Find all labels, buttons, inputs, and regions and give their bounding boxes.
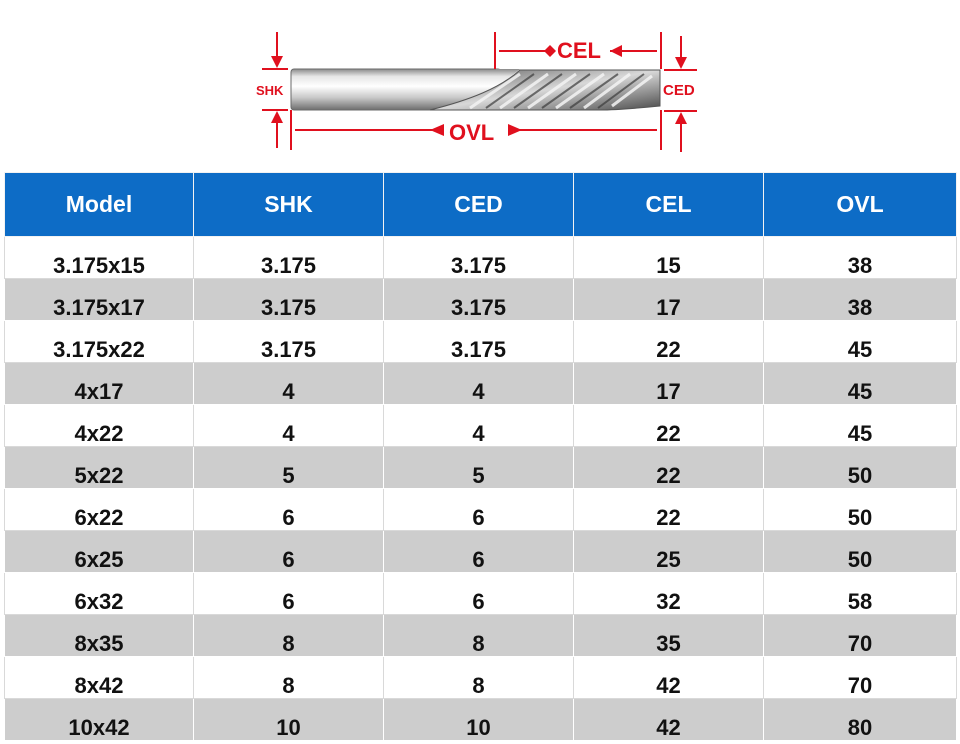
shk-dimension-label: SHK: [256, 83, 284, 98]
cell-model: 5x22: [5, 447, 194, 489]
cell-cel: 22: [574, 321, 764, 363]
cell-ced: 8: [384, 657, 574, 699]
cell-ced: 4: [384, 363, 574, 405]
cell-model: 4x22: [5, 405, 194, 447]
cell-shk: 8: [194, 615, 384, 657]
ovl-left-arrow: [430, 124, 444, 136]
cell-cel: 35: [574, 615, 764, 657]
shk-top-arrow: [271, 56, 283, 68]
table-row: [5, 237, 957, 279]
cell-model: 4x17: [5, 363, 194, 405]
table-row: [5, 573, 957, 615]
cell-cel: 22: [574, 405, 764, 447]
cell-model: 6x25: [5, 531, 194, 573]
cell-model: 10x42: [5, 699, 194, 741]
table-row: [5, 615, 957, 657]
table-row: [5, 699, 957, 741]
table-row: [5, 531, 957, 573]
cell-ovl: 50: [764, 531, 957, 573]
header-model: Model: [5, 173, 194, 237]
spec-table: [4, 172, 957, 741]
cell-ovl: 38: [764, 237, 957, 279]
table-row: [5, 363, 957, 405]
cell-shk: 6: [194, 573, 384, 615]
cell-model: 3.175x15: [5, 237, 194, 279]
cell-model: 8x42: [5, 657, 194, 699]
ced-bottom-arrow: [675, 112, 687, 124]
cell-ced: 3.175: [384, 279, 574, 321]
cell-cel: 32: [574, 573, 764, 615]
cell-cel: 17: [574, 279, 764, 321]
cell-ced: 6: [384, 573, 574, 615]
ced-top-arrow: [675, 57, 687, 69]
cell-model: 6x32: [5, 573, 194, 615]
cell-ced: 6: [384, 531, 574, 573]
cell-ovl: 70: [764, 657, 957, 699]
cell-model: 6x22: [5, 489, 194, 531]
header-ovl: OVL: [764, 173, 957, 237]
table-row: [5, 279, 957, 321]
end-mill-dimension-diagram: [0, 0, 960, 172]
cell-model: 3.175x17: [5, 279, 194, 321]
cell-model: 8x35: [5, 615, 194, 657]
ovl-right-arrow: [508, 124, 522, 136]
cell-ovl: 38: [764, 279, 957, 321]
table-row: [5, 489, 957, 531]
cell-ovl: 80: [764, 699, 957, 741]
table-header-row: [5, 173, 957, 237]
cell-ced: 5: [384, 447, 574, 489]
cell-cel: 25: [574, 531, 764, 573]
cell-shk: 4: [194, 405, 384, 447]
cell-cel: 15: [574, 237, 764, 279]
header-ced: CED: [384, 173, 574, 237]
cell-shk: 5: [194, 447, 384, 489]
cell-ovl: 45: [764, 363, 957, 405]
cell-cel: 22: [574, 489, 764, 531]
cell-ced: 3.175: [384, 321, 574, 363]
cell-ced: 10: [384, 699, 574, 741]
cell-ovl: 50: [764, 489, 957, 531]
cell-ced: 3.175: [384, 237, 574, 279]
cell-cel: 17: [574, 363, 764, 405]
ovl-dimension-label: OVL: [449, 120, 495, 145]
cell-shk: 8: [194, 657, 384, 699]
end-mill-drawing: [0, 0, 960, 172]
cell-shk: 10: [194, 699, 384, 741]
cell-shk: 6: [194, 531, 384, 573]
header-cel: CEL: [574, 173, 764, 237]
cell-cel: 42: [574, 699, 764, 741]
table-row: [5, 321, 957, 363]
cell-shk: 3.175: [194, 279, 384, 321]
cel-right-arrow: [610, 45, 622, 57]
cell-ced: 6: [384, 489, 574, 531]
cell-ovl: 50: [764, 447, 957, 489]
cell-ovl: 45: [764, 405, 957, 447]
cel-left-arrow: [544, 45, 556, 57]
cell-ced: 8: [384, 615, 574, 657]
cell-ovl: 70: [764, 615, 957, 657]
cell-shk: 3.175: [194, 237, 384, 279]
cell-ovl: 45: [764, 321, 957, 363]
header-shk: SHK: [194, 173, 384, 237]
cel-dimension-label: CEL: [557, 38, 601, 63]
table-row: [5, 657, 957, 699]
cell-shk: 3.175: [194, 321, 384, 363]
ced-dimension-label: CED: [663, 82, 695, 99]
table-body: [5, 237, 957, 741]
table-row: [5, 447, 957, 489]
cell-ced: 4: [384, 405, 574, 447]
cell-shk: 4: [194, 363, 384, 405]
shk-bottom-arrow: [271, 111, 283, 123]
cell-ovl: 58: [764, 573, 957, 615]
table-row: [5, 405, 957, 447]
cell-cel: 42: [574, 657, 764, 699]
cell-shk: 6: [194, 489, 384, 531]
cell-model: 3.175x22: [5, 321, 194, 363]
cell-cel: 22: [574, 447, 764, 489]
